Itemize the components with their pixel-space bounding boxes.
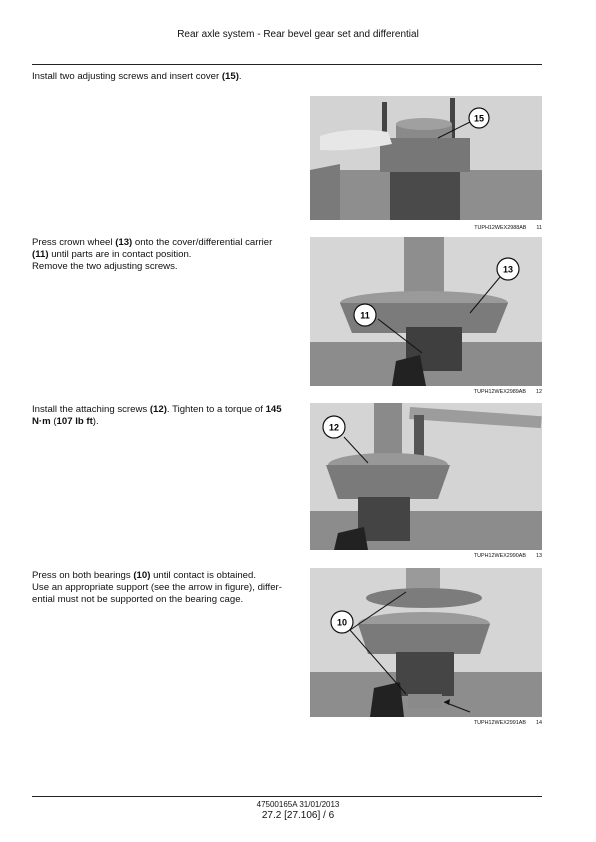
callout-15: 15 [473,113,485,124]
figure-code: TUPH12WEX2990AB [473,553,526,559]
instruction-run: . [238,71,242,82]
header-title: Rear axle system - Rear bevel gear set and differential [177,29,419,40]
instruction-line [32,237,288,249]
instruction-run: until parts are in contact position. [48,249,192,260]
instruction-run: Remove the two adjusting screws. [32,261,178,272]
instruction-line [32,570,288,582]
step-2-text [32,237,288,273]
figure-number: 11 [536,225,542,231]
instruction-line [32,582,288,594]
footer-rule [32,796,542,797]
figure-12-caption [310,389,542,395]
header-rule [32,64,542,65]
instruction-bold-run: 107 lb ft [56,416,93,427]
figure-number: 14 [536,720,542,726]
instruction-line [32,261,288,273]
instruction-line [32,594,288,606]
instruction-line [32,416,288,428]
figure-number: 12 [536,389,542,395]
instruction-run: onto the cover/differential carrier [132,237,273,248]
instruction-line [32,249,288,261]
instruction-bold-run: N·m [32,416,51,427]
footer-doc-ref: 47500165A 31/01/2013 [256,800,340,809]
instruction-run: until contact is obtained. [150,570,257,581]
instruction-run: ). [92,416,99,427]
instruction-line [32,71,288,83]
callout-13: 13 [502,264,514,275]
step-3-text [32,404,288,428]
figure-code: TUPH12WEX2989AB [473,389,526,395]
instruction-bold-run: (11) [32,249,49,260]
instruction-run: Use an appropriate support (see the arrow in figure), differ- [32,582,282,593]
callout-12: 12 [328,422,340,433]
figure-code: TUPH12WEX2988AB [474,225,527,231]
instruction-run: Press on both bearings [32,570,134,581]
instruction-line [32,404,288,416]
instruction-bold-run: 145 [265,404,282,415]
figure-13-caption [310,553,542,559]
step-1-text [32,71,288,83]
instruction-run: ential must not be supported on the bearing cage. [32,594,244,605]
figure-12-photo [310,237,542,386]
figure-number: 13 [536,553,542,559]
instruction-bold-run: (10) [133,570,151,581]
figure-11-photo [310,96,542,220]
footer-page-number: 27.2 [27.106] / 6 [261,810,335,821]
instruction-bold-run: (15) [221,71,239,82]
figure-14-caption [310,720,542,726]
instruction-run: Install the attaching screws [32,404,150,415]
instruction-bold-run: (12) [149,404,167,415]
instruction-run: . Tighten to a torque of [166,404,266,415]
callout-11: 11 [360,310,370,321]
callout-10: 10 [336,617,348,628]
instruction-run: ( [50,416,57,427]
figure-14-photo [310,568,542,717]
figure-11-caption [310,225,542,231]
figure-code: TUPH12WEX2991AB [473,720,526,726]
figure-13-photo [310,403,542,550]
step-4-text [32,570,288,606]
instruction-run: Press crown wheel [32,237,116,248]
instruction-bold-run: (13) [115,237,133,248]
instruction-run: Install two adjusting screws and insert cover [32,71,222,82]
